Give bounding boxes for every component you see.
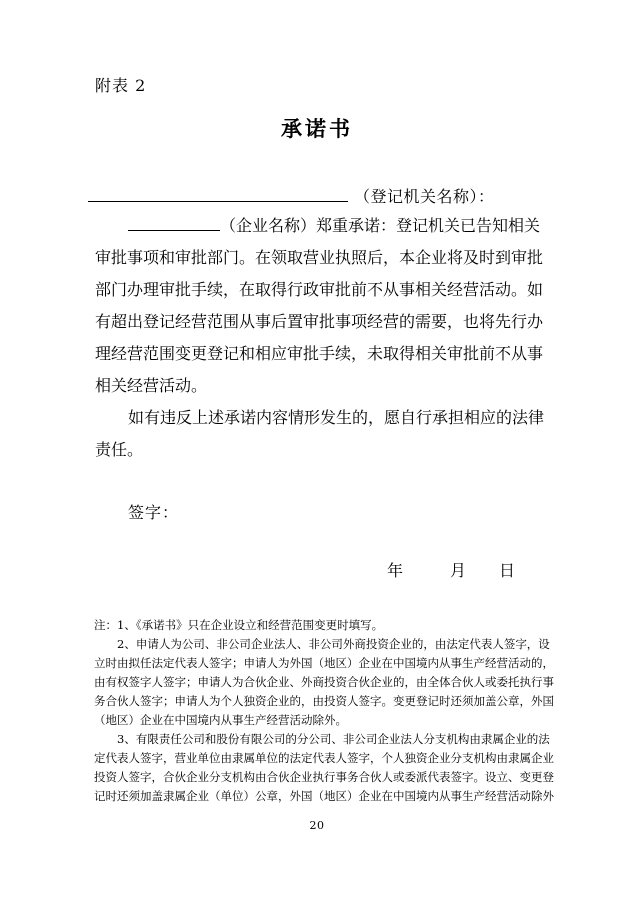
body-line-6: 相关经营活动。 [95, 376, 208, 395]
notes-section [94, 616, 562, 806]
note-line-1: 注：1、《承诺书》只在企业设立和经营范围变更时填写。 [94, 618, 384, 632]
body-line-1 [95, 210, 547, 242]
date-right-pad [515, 575, 547, 576]
note-line-9: 投资人签字，合伙企业分支机构由合伙企业执行事务合伙人或委派代表签字。设立、变更登 [94, 770, 554, 784]
body-line-1-text: （企业名称）郑重承诺：登记机关已告知相关 [220, 216, 541, 235]
body-line-2: 审批事项和审批部门。在领取营业执照后，本企业将及时到审批 [95, 248, 544, 267]
recipient-suffix-label: （登记机关名称）： [354, 187, 495, 206]
note-line-4: 由有权签字人签字；申请人为合伙企业、外商投资合伙企业的，由全体合伙人或委托执行事 [94, 675, 554, 689]
page-number: 20 [309, 819, 325, 832]
note-line-3: 立时由拟任法定代表人签字；申请人为外国（地区）企业在中国境内从事生产经营活动的， [94, 656, 554, 670]
year-label: 年 [386, 561, 403, 580]
note-line-8: 定代表人签字，营业单位由隶属单位的法定代表人签字，个人独资企业分支机构由隶属企业 [94, 751, 554, 765]
body-line-7 [95, 402, 547, 434]
signature-label: 签字： [128, 503, 180, 522]
month-label: 月 [449, 561, 466, 580]
note-line-5: 务合伙人签字；申请人为个人独资企业的，由投资人签字。变更登记时还须加盖公章，外国 [94, 694, 554, 708]
note-line-10: 记时还须加盖隶属企业（单位）公章，外国（地区）企业在中国境内从事生产经营活动除外 [94, 789, 554, 803]
note-line-6: （地区）企业在中国境内从事生产经营活动除外。 [94, 713, 347, 727]
annex-label: 附表 2 [95, 76, 147, 95]
note-line-2: 2、申请人为公司、非公司企业法人、非公司外商投资企业的，由法定代表人签字，设 [117, 637, 550, 651]
note-line-7: 3、有限责任公司和股份有限公司的分公司、非公司企业法人分支机构由隶属企业的法 [117, 732, 550, 746]
date-gap [466, 575, 499, 576]
date-gap [403, 575, 450, 576]
body-line-7-text: 如有违反上述承诺内容情形发生的，愿自行承担相应的法律 [128, 408, 545, 427]
page-title: 承诺书 [281, 116, 353, 141]
body-line-5: 理经营范围变更登记和相应审批手续，未取得相关审批前不从事 [95, 344, 544, 363]
paragraph-indent [95, 230, 128, 231]
body-line-4: 有超出登记经营范围从事后置审批事项经营的需要，也将先行办 [95, 312, 544, 331]
body-line-8: 责任。 [95, 440, 144, 459]
company-name-blank[interactable] [128, 213, 220, 231]
paragraph-indent [95, 422, 128, 423]
registrar-name-blank[interactable] [88, 184, 348, 202]
body-line-3: 部门办理审批手续，在取得行政审批前不从事相关经营活动。如 [95, 280, 544, 299]
recipient-line [88, 184, 495, 207]
body-text [95, 210, 547, 466]
date-line [95, 558, 547, 581]
day-label: 日 [498, 561, 515, 580]
